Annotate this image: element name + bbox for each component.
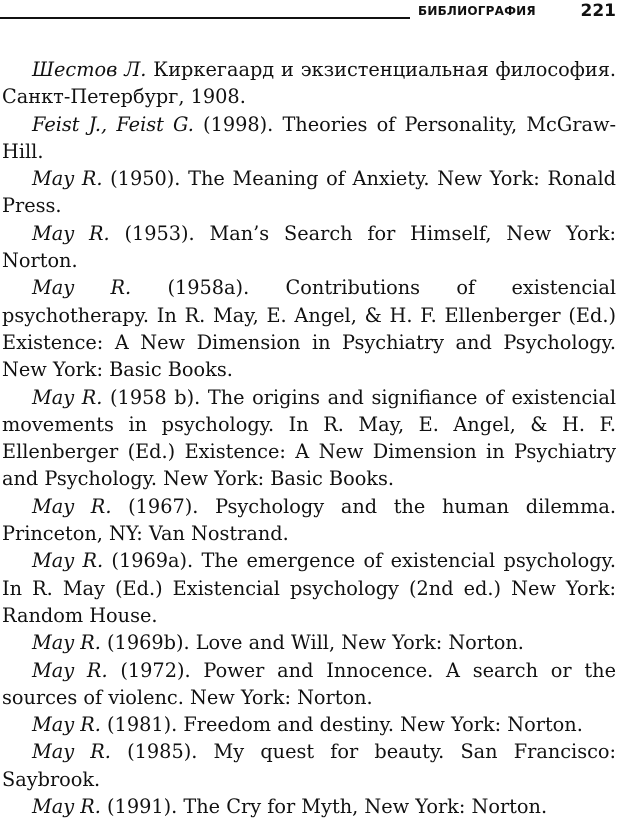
bibliography-entry [2,629,616,656]
page-header [0,0,618,26]
entry-text: (1985). My quest for beauty. San Francisco: Saybrook. [2,740,617,791]
running-header-title: БИБЛИОГРАФИЯ [418,4,536,18]
entry-text: Киркегаард и экзистенциальная философия. Санкт-Петербург, 1908. [2,58,616,109]
entry-text: (1958a). Contributions of existencial psychotherapy. In R. May, E. Angel, & H. F. Ellenberger (Ed.) Existence: A New Dimension in Psychiatry and Psychology. New York: Basic Books. [2,276,617,382]
entry-text: (1953). Man’s Search for Himself, New York: Norton. [2,221,616,273]
entry-text: (1972). Power and Innocence. A search or the sources of violenc. New York: Norton. [2,658,616,709]
bibliography-entry [2,220,616,275]
bibliography-entry [2,384,616,493]
bibliography-list [2,56,616,820]
bibliography-entry [2,111,616,166]
entry-author: May R. [32,167,103,191]
entry-author: Feist J., Feist G. [32,112,194,136]
entry-author: May R. [32,494,112,518]
entry-author: May R. [32,713,101,737]
bibliography-entry [2,793,616,820]
entry-text: (1969b). Love and Will, New York: Norton. [100,631,524,655]
entry-text: (1950). The Meaning of Anxiety. New York: Ronald Press. [2,167,616,218]
entry-text: (1981). Freedom and destiny. New York: Norton. [100,713,583,737]
entry-author: May R. [32,795,101,819]
page-number: 221 [580,1,616,21]
header-rule [0,17,410,19]
bibliography-entry [2,711,616,738]
bibliography-entry [2,547,616,629]
bibliography-entry [2,657,616,712]
bibliography-entry [2,738,616,793]
bibliography-entry [2,493,616,548]
entry-author: May R. [32,221,110,245]
entry-text: (1967). Psychology and the human dilemma. Princeton, NY: Van Nostrand. [2,494,617,546]
entry-text: (1958 b). The origins and signifiance of existencial movements in psychology. In R. May, E. Angel, & H. F. Ellenberger (Ed.) Existence: A New Dimension in Psychiatry and Psychology. New York: Basic Books. [2,385,616,491]
entry-author: May R. [32,631,101,655]
entry-author: May R. [32,385,103,409]
entry-text: (1998). Theories of Personality, McGraw-Hill. [2,112,616,163]
bibliography-entry [2,274,616,383]
entry-author: Шестов Л. [32,58,147,81]
bibliography-entry [2,56,616,111]
bibliography-entry [2,165,616,220]
entry-author: May R. [32,549,104,573]
entry-author: May R. [32,740,111,764]
entry-text: (1969a). The emergence of existencial psychology. In R. May (Ed.) Existencial psychology (2nd ed.) New York: Random House. [2,549,617,627]
entry-author: May R. [32,276,132,300]
entry-text: (1991). The Cry for Myth, New York: Norton. [100,795,548,819]
entry-author: May R. [32,658,108,682]
